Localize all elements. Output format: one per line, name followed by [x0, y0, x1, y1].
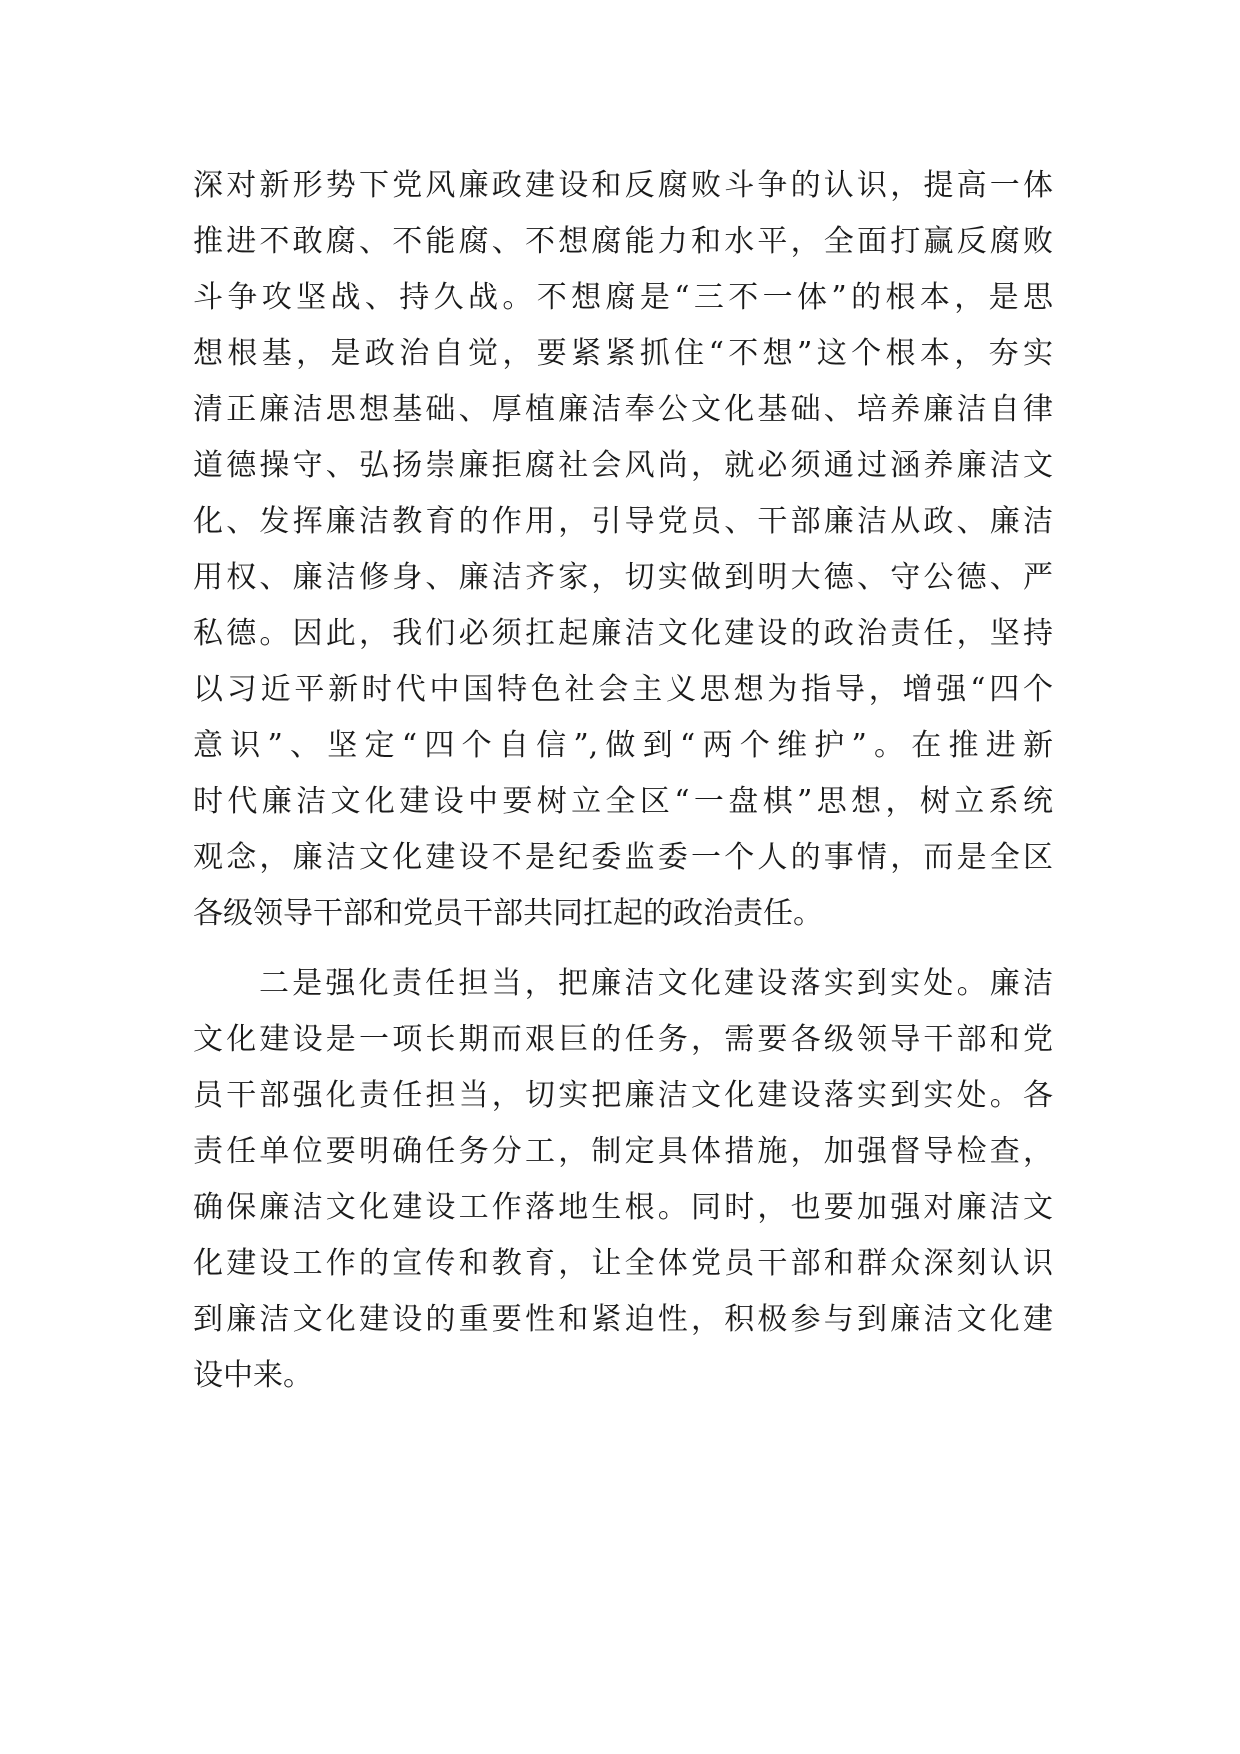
text-line: 观念，廉洁文化建设不是纪委监委一个人的事情，而是全区	[193, 840, 1053, 875]
text-line: 员干部强化责任担当，切实把廉洁文化建设落实到实处。各	[193, 1078, 1053, 1113]
text-line: 想根基，是政治自觉，要紧紧抓住“不想”这个根本，夯实	[193, 336, 1053, 371]
text-line: 斗争攻坚战、持久战。不想腐是“三不一体”的根本，是思	[193, 280, 1053, 315]
text-line: 到廉洁文化建设的重要性和紧迫性，积极参与到廉洁文化建	[193, 1302, 1053, 1337]
text-line: 深对新形势下党风廉政建设和反腐败斗争的认识，提高一体	[193, 168, 1053, 203]
text-line: 意识”、坚定“四个自信”,做到“两个维护”。在推进新	[193, 728, 1053, 763]
text-line: 道德操守、弘扬崇廉拒腐社会风尚，就必须通过涵养廉洁文	[193, 448, 1053, 483]
paragraph	[193, 158, 1053, 942]
text-line: 设中来。	[193, 1358, 313, 1393]
text-line: 推进不敢腐、不能腐、不想腐能力和水平，全面打赢反腐败	[193, 224, 1053, 259]
text-line: 化、发挥廉洁教育的作用，引导党员、干部廉洁从政、廉洁	[193, 504, 1053, 539]
text-line: 以习近平新时代中国特色社会主义思想为指导，增强“四个	[193, 672, 1053, 707]
document-body	[193, 158, 1053, 1404]
text-line: 确保廉洁文化建设工作落地生根。同时，也要加强对廉洁文	[193, 1190, 1053, 1225]
text-line: 清正廉洁思想基础、厚植廉洁奉公文化基础、培养廉洁自律	[193, 392, 1053, 427]
text-line: 私德。因此，我们必须扛起廉洁文化建设的政治责任，坚持	[193, 616, 1053, 651]
paragraph	[193, 956, 1053, 1404]
text-line: 化建设工作的宣传和教育，让全体党员干部和群众深刻认识	[193, 1246, 1053, 1281]
text-line: 时代廉洁文化建设中要树立全区“一盘棋”思想，树立系统	[193, 784, 1053, 819]
text-line: 各级领导干部和党员干部共同扛起的政治责任。	[193, 896, 823, 931]
text-line: 责任单位要明确任务分工，制定具体措施，加强督导检查，	[193, 1134, 1053, 1169]
text-line: 二是强化责任担当，把廉洁文化建设落实到实处。廉洁	[259, 966, 1053, 1001]
text-line: 用权、廉洁修身、廉洁齐家，切实做到明大德、守公德、严	[193, 560, 1053, 595]
text-line: 文化建设是一项长期而艰巨的任务，需要各级领导干部和党	[193, 1022, 1053, 1057]
